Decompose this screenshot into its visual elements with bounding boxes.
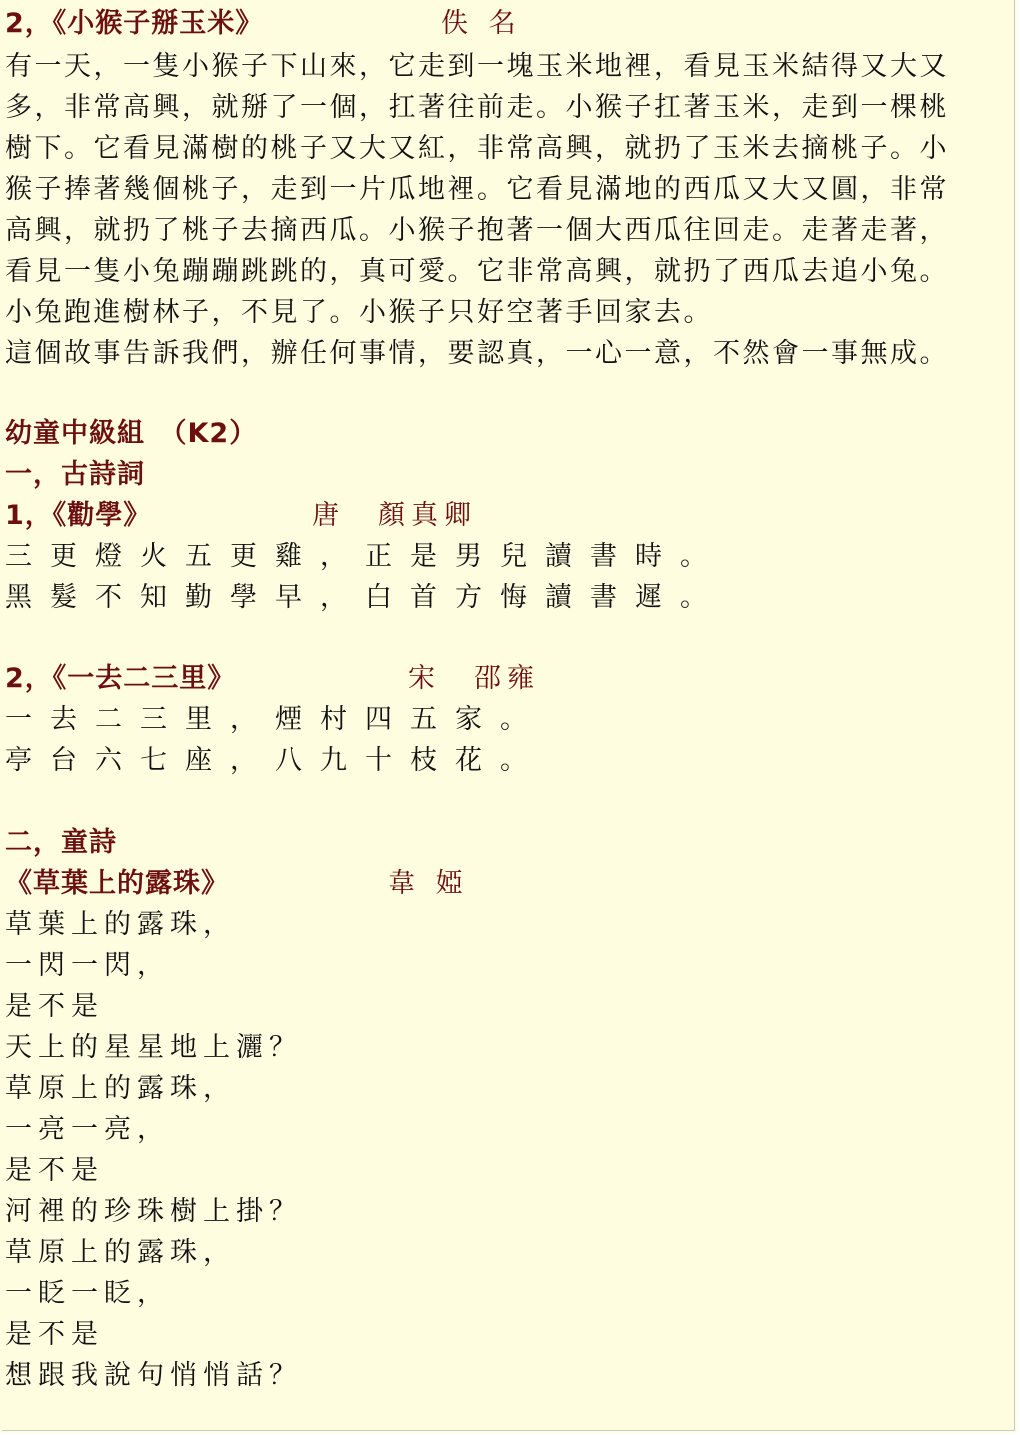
- story-heading: [5, 3, 522, 44]
- poem3-line: 是不是: [5, 1155, 104, 1186]
- poem3-line: 是不是: [5, 1319, 104, 1350]
- poem1-heading: [5, 495, 477, 536]
- poem2-heading: [5, 658, 540, 699]
- poem1-title: 1，《勸學》: [5, 500, 152, 531]
- poem3-line: 想跟我說句悄悄話？: [5, 1360, 302, 1391]
- group-title: 幼童中級組 （K2）: [5, 418, 258, 449]
- poem3-line: 河裡的珍珠樹上掛？: [5, 1196, 302, 1227]
- poem3-line: 一眨一眨，: [5, 1278, 170, 1309]
- section-heading-children-poems: 二，童詩: [5, 827, 117, 858]
- story-title: 2，《小猴子掰玉米》: [5, 8, 264, 39]
- poem3-title: 《草葉上的露珠》: [5, 868, 229, 899]
- poem1-line: 三更燈火五更雞，正是男兒讀書時。: [5, 541, 725, 572]
- story-line: 小兔跑進樹林子，不見了。小猴子只好空著手回家去。: [5, 297, 713, 328]
- poem1-author: 唐 顏真卿: [312, 500, 477, 531]
- poem3-line: 草原上的露珠，: [5, 1073, 236, 1104]
- poem2-line: 一去二三里，煙村四五家。: [5, 704, 545, 735]
- section-heading-classical-poems: 一，古詩詞: [5, 459, 145, 490]
- story-author: 佚 名: [441, 8, 522, 39]
- story-line: 樹下。它看見滿樹的桃子又大又紅，非常高興，就扔了玉米去摘桃子。小: [5, 133, 949, 164]
- poem3-heading: [5, 863, 469, 904]
- poem1-line: 黑髮不知勤學早，白首方悔讀書遲。: [5, 582, 725, 613]
- poem3-line: 天上的星星地上灑？: [5, 1032, 302, 1063]
- poem3-line: 一閃一閃，: [5, 950, 170, 981]
- poem3-line: 草葉上的露珠，: [5, 909, 236, 940]
- poem3-line: 一亮一亮，: [5, 1114, 170, 1145]
- poem2-line: 亭台六七座，八九十枝花。: [5, 745, 545, 776]
- poem2-author: 宋 邵雍: [408, 663, 540, 694]
- poem3-line: 是不是: [5, 991, 104, 1022]
- poem3-author: 韋 婭: [388, 868, 469, 899]
- poem3-line: 草原上的露珠，: [5, 1237, 236, 1268]
- story-line: 有一天，一隻小猴子下山來，它走到一塊玉米地裡，看見玉米結得又大又: [5, 51, 949, 82]
- story-moral: 這個故事告訴我們，辦任何事情，要認真，一心一意，不然會一事無成。: [5, 338, 949, 369]
- story-line: 猴子捧著幾個桃子，走到一片瓜地裡。它看見滿地的西瓜又大又圓，非常: [5, 174, 949, 205]
- poem2-title: 2，《一去二三里》: [5, 663, 236, 694]
- story-line: 多，非常高興，就掰了一個，扛著往前走。小猴子扛著玉米，走到一棵桃: [5, 92, 949, 123]
- story-line: 看見一隻小兔蹦蹦跳跳的，真可愛。它非常高興，就扔了西瓜去追小兔。: [5, 256, 949, 287]
- story-line: 高興，就扔了桃子去摘西瓜。小猴子抱著一個大西瓜往回走。走著走著，: [5, 215, 949, 246]
